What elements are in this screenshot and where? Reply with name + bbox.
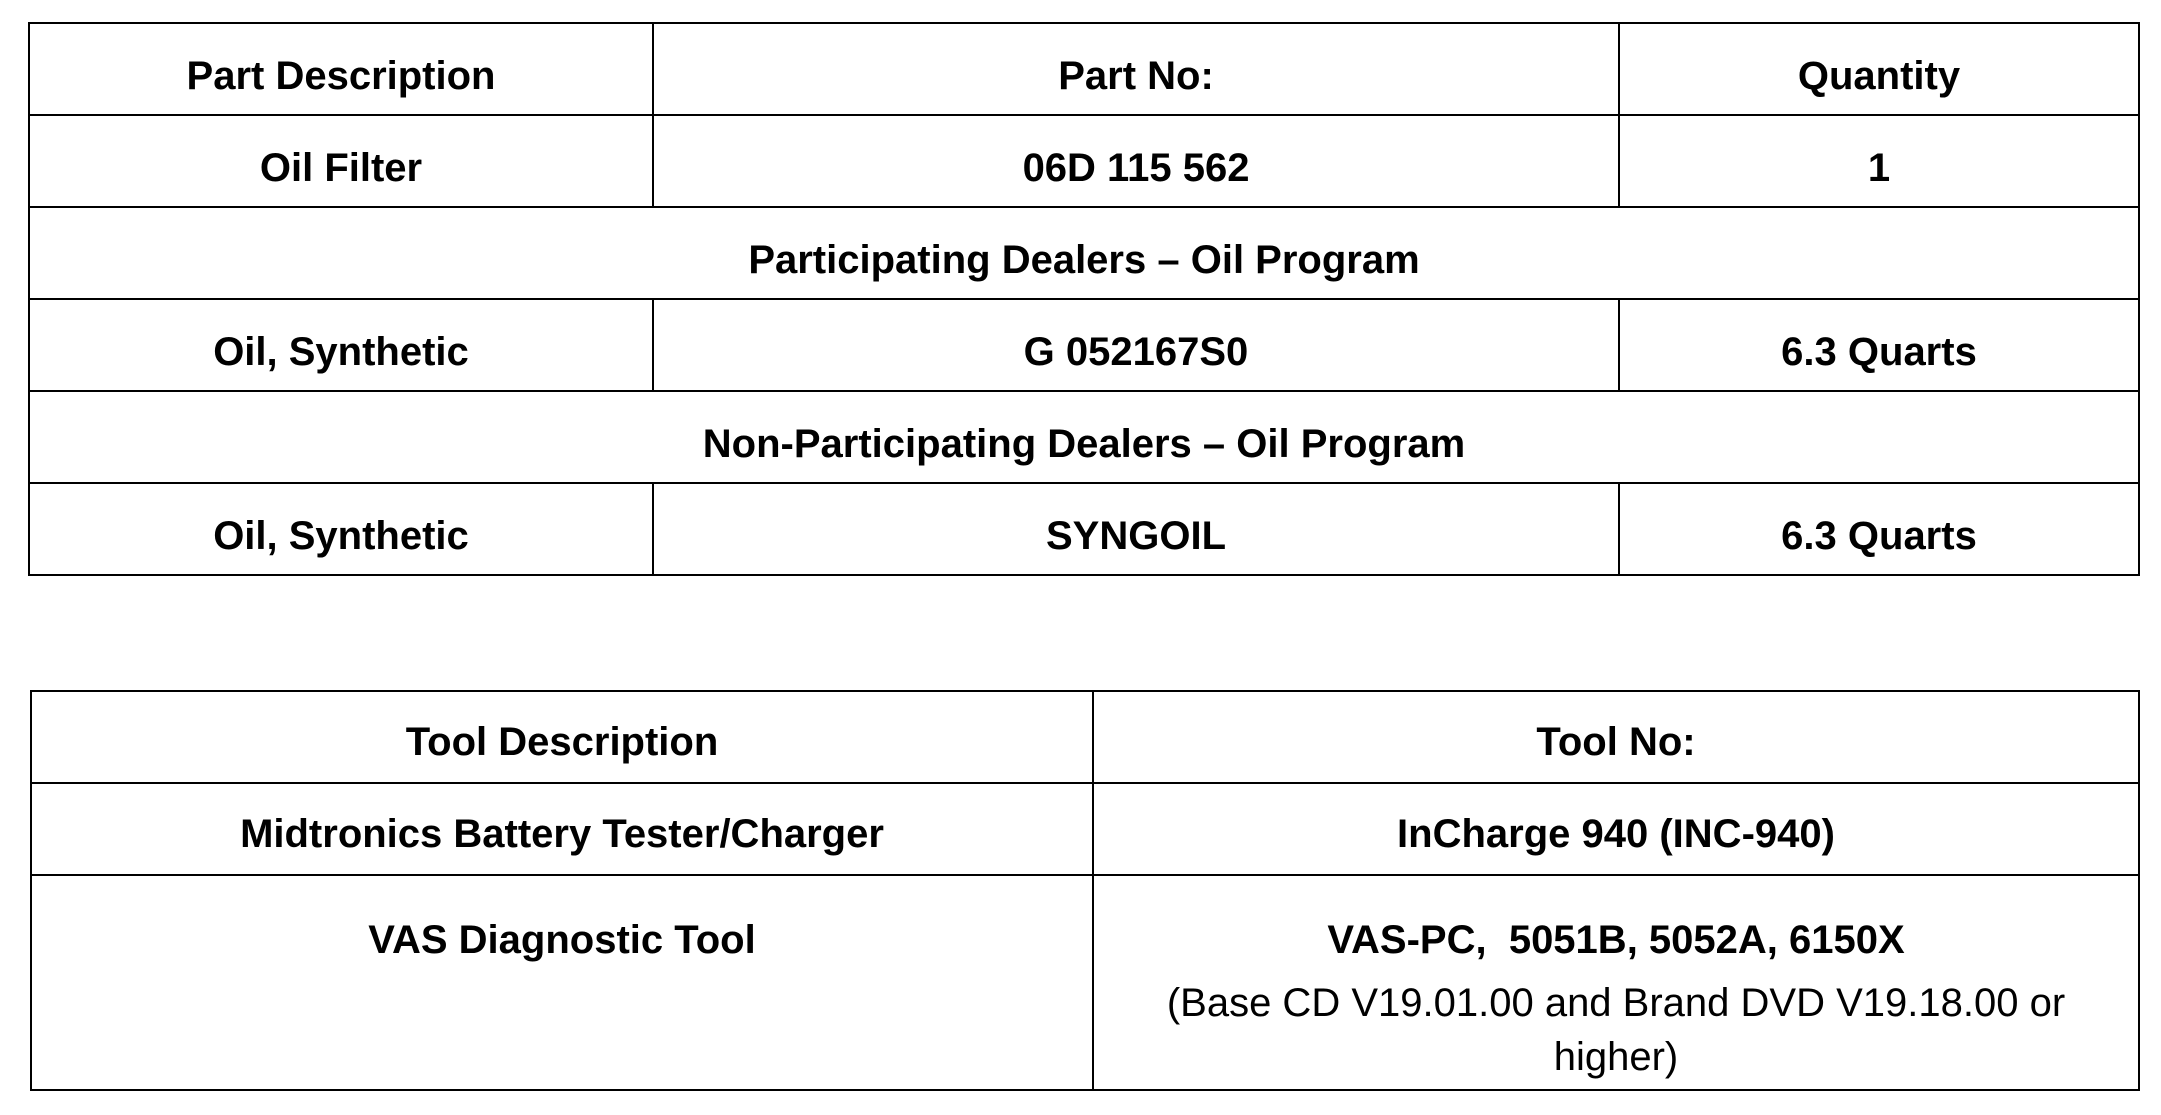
header-part-no: Part No:: [653, 23, 1619, 115]
header-tool-description: Tool Description: [31, 691, 1093, 783]
tool-description-cell: VAS Diagnostic Tool: [31, 875, 1093, 1090]
tool-no-text: VAS-PC, 5051B, 5052A, 6150X: [1327, 918, 1905, 962]
header-tool-no: Tool No:: [1093, 691, 2139, 783]
parts-table: [28, 22, 2140, 576]
tool-version-note: (Base CD V19.01.00 and Brand DVD V19.18.00 or higher): [1166, 981, 2066, 1079]
table-row: [29, 299, 2139, 391]
table-row: [31, 875, 2139, 1090]
section-participating-dealers: Participating Dealers – Oil Program: [29, 207, 2139, 299]
quantity-cell: 6.3 Quarts: [1619, 483, 2139, 575]
tool-no-cell: [1093, 875, 2139, 1090]
quantity-cell: 1: [1619, 115, 2139, 207]
section-non-participating-dealers: Non-Participating Dealers – Oil Program: [29, 391, 2139, 483]
table-row: [29, 115, 2139, 207]
quantity-cell: 6.3 Quarts: [1619, 299, 2139, 391]
part-description-cell: Oil, Synthetic: [29, 483, 653, 575]
section-row-non-participating: [29, 391, 2139, 483]
tools-header-row: [31, 691, 2139, 783]
part-no-cell: SYNGOIL: [653, 483, 1619, 575]
table-row: [29, 483, 2139, 575]
parts-header-row: [29, 23, 2139, 115]
part-description-cell: Oil Filter: [29, 115, 653, 207]
tool-description-cell: Midtronics Battery Tester/Charger: [31, 783, 1093, 875]
part-description-cell: Oil, Synthetic: [29, 299, 653, 391]
header-part-description: Part Description: [29, 23, 653, 115]
table-row: [31, 783, 2139, 875]
tool-no-cell: InCharge 940 (INC-940): [1093, 783, 2139, 875]
header-quantity: Quantity: [1619, 23, 2139, 115]
tools-table: [30, 690, 2140, 1091]
section-row-participating: [29, 207, 2139, 299]
part-no-cell: 06D 115 562: [653, 115, 1619, 207]
part-no-cell: G 052167S0: [653, 299, 1619, 391]
